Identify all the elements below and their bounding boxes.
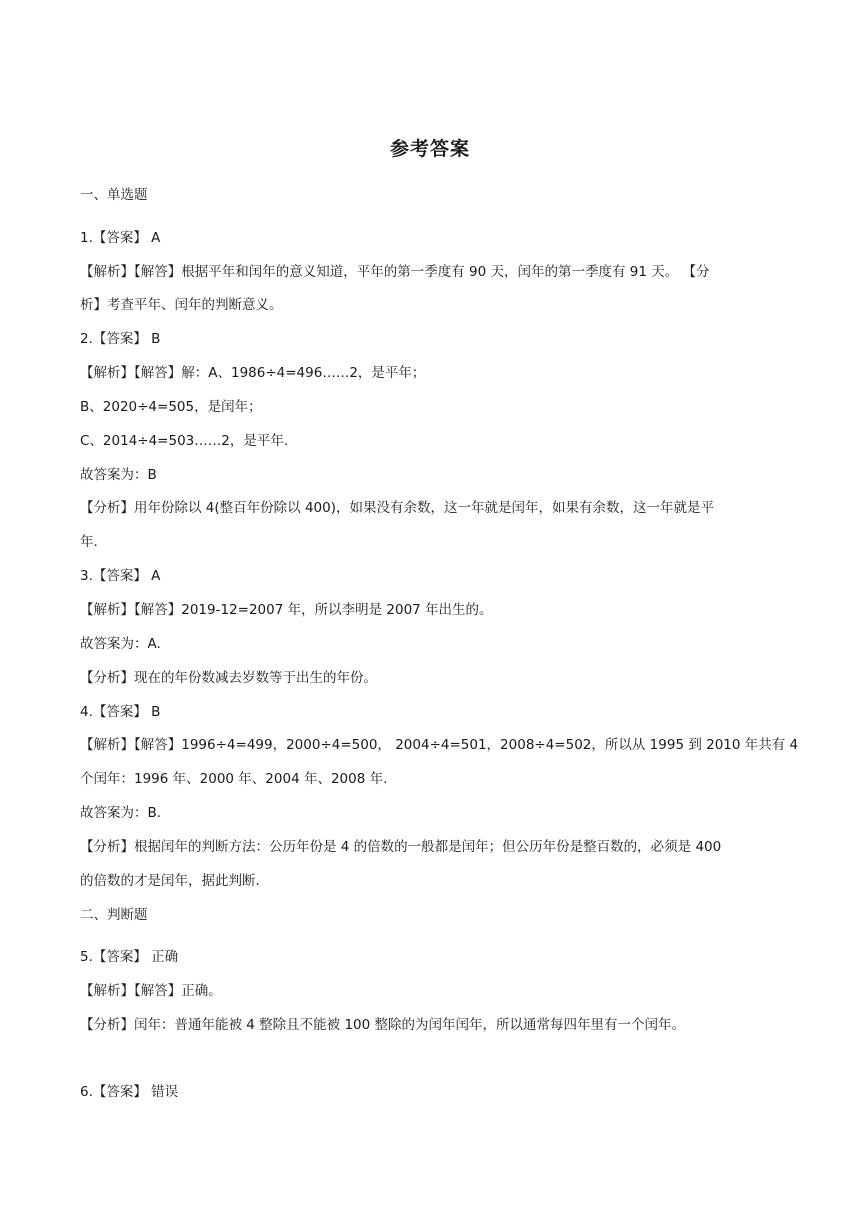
- conclusion-2: 故答案为：B: [80, 467, 157, 483]
- analysis-2-line-1: 【解析】【解答】解：A、1986÷4=496……2，是平年；: [80, 365, 426, 381]
- reasoning-4-line-2: 的倍数的才是闰年，据此判断.: [80, 873, 260, 889]
- reasoning-4-line-1: 【分析】根据闰年的判断方法：公历年份是 4 的倍数的一般都是闰年；但公历年份是整百数的，必须是 400: [80, 839, 722, 855]
- reasoning-2-line-2: 年.: [80, 534, 98, 550]
- answer-6: 6.【答案】 错误: [80, 1084, 179, 1100]
- analysis-1-line-2: 析】考查平年、闰年的判断意义。: [80, 297, 283, 313]
- analysis-2-line-3: C、2014÷4=503……2，是平年.: [80, 433, 289, 449]
- section-heading-true-false: 二、判断题: [80, 907, 148, 923]
- analysis-5: 【解析】【解答】正确。: [80, 983, 222, 999]
- reasoning-2-line-1: 【分析】用年份除以 4(整百年份除以 400)，如果没有余数，这一年就是闰年，如果有余数，这一年就是平: [80, 500, 714, 516]
- analysis-1-line-1: 【解析】【解答】根据平年和闰年的意义知道，平年的第一季度有 90 天，闰年的第一季度有 91 天。 【分: [80, 264, 710, 280]
- reasoning-3: 【分析】现在的年份数减去岁数等于出生的年份。: [80, 670, 377, 686]
- analysis-3: 【解析】【解答】2019-12=2007 年，所以李明是 2007 年出生的。: [80, 602, 493, 618]
- answer-5: 5.【答案】 正确: [80, 949, 179, 965]
- conclusion-3: 故答案为：A.: [80, 636, 161, 652]
- analysis-4-line-2: 个闰年：1996 年、2000 年、2004 年、2008 年.: [80, 771, 388, 787]
- conclusion-4: 故答案为：B.: [80, 805, 162, 821]
- section-heading-single-choice: 一、单选题: [80, 187, 148, 203]
- answer-1: 1.【答案】 A: [80, 230, 161, 246]
- reasoning-5: 【分析】闰年：普通年能被 4 整除且不能被 100 整除的为闰年闰年，所以通常每四年里有一个闰年。: [80, 1017, 686, 1033]
- page-title: 参考答案: [389, 138, 470, 160]
- answer-4: 4.【答案】 B: [80, 704, 161, 720]
- answer-2: 2.【答案】 B: [80, 331, 161, 347]
- analysis-4-line-1: 【解析】【解答】1996÷4=499，2000÷4=500， 2004÷4=501，2008÷4=502，所以从 1995 到 2010 年共有 4: [80, 737, 799, 753]
- analysis-2-line-2: B、2020÷4=505，是闰年；: [80, 399, 262, 415]
- answer-3: 3.【答案】 A: [80, 568, 161, 584]
